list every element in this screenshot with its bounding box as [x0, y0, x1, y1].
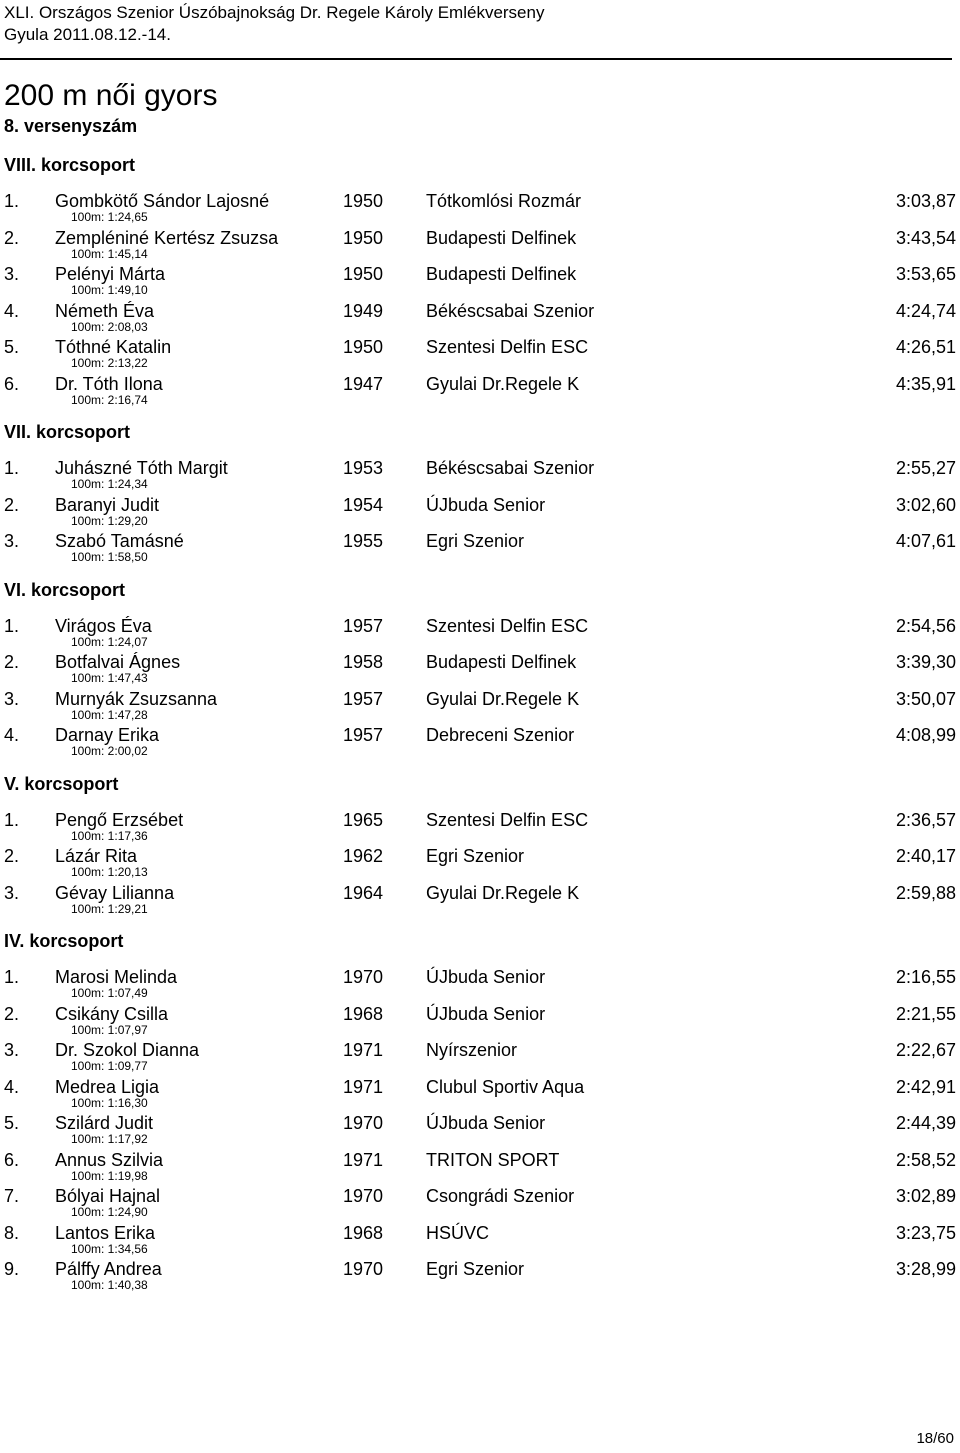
age-group-title: IV. korcsoport — [4, 931, 124, 951]
result-year: 1957 — [343, 615, 384, 636]
result-time: 2:42,91 — [895, 1076, 956, 1097]
result-time: 3:23,75 — [895, 1222, 956, 1243]
result-time: 3:43,54 — [895, 227, 956, 248]
result-time: 2:36,57 — [895, 809, 956, 830]
result-row — [0, 1149, 960, 1186]
age-group-title: VIII. korcsoport — [4, 155, 136, 175]
competition-title: XLI. Országos Szenior Úszóbajnokság Dr. Regele Károly Emlékverseny — [4, 3, 545, 22]
result-name: Pálffy Andrea — [55, 1259, 162, 1279]
result-split: 100m: 1:29,20 — [71, 513, 148, 528]
age-group — [0, 930, 960, 1295]
age-group — [0, 773, 960, 919]
result-club: HSÚVC — [426, 1222, 490, 1243]
result-club: TRITON SPORT — [426, 1149, 560, 1170]
result-club: ÚJbuda Senior — [426, 967, 546, 987]
result-name: Lantos Erika — [55, 1222, 156, 1243]
result-time: 4:07,61 — [895, 531, 956, 551]
result-time: 2:44,39 — [895, 1113, 956, 1133]
result-rank: 6. — [4, 1149, 20, 1170]
event-title: 200 m női gyors — [4, 79, 218, 112]
result-name: Baranyi Judit — [55, 494, 160, 515]
result-split: 100m: 1:24,90 — [71, 1205, 148, 1219]
result-rank: 2. — [4, 846, 20, 866]
result-name: Pelényi Márta — [55, 264, 166, 284]
result-name: Darnay Erika — [55, 725, 160, 745]
result-rank: 3. — [4, 688, 20, 709]
result-year: 1947 — [343, 373, 384, 394]
result-row — [0, 227, 960, 264]
result-time: 3:28,99 — [895, 1259, 956, 1279]
result-name: Németh Éva — [55, 300, 155, 321]
result-time: 2:58,52 — [895, 1149, 956, 1170]
result-time: 3:02,60 — [895, 494, 956, 515]
result-time: 2:40,17 — [895, 846, 956, 866]
result-time: 2:59,88 — [895, 882, 956, 903]
result-year: 1953 — [343, 458, 384, 478]
result-year: 1950 — [343, 337, 384, 357]
result-name: Annus Szilvia — [55, 1149, 164, 1170]
result-split: 100m: 1:24,07 — [71, 634, 148, 649]
result-year: 1954 — [343, 494, 384, 515]
result-year: 1970 — [343, 1186, 384, 1206]
result-club: Békéscsabai Szenior — [426, 458, 595, 478]
result-split: 100m: 1:45,14 — [71, 246, 148, 261]
result-split: 100m: 2:00,02 — [71, 744, 148, 758]
result-club: Szentesi Delfin ESC — [426, 809, 589, 830]
result-name: Botfalvai Ágnes — [55, 652, 181, 672]
result-year: 1971 — [343, 1040, 384, 1060]
result-time: 4:26,51 — [895, 337, 956, 357]
results-list — [0, 150, 960, 1307]
result-time: 2:54,56 — [895, 615, 956, 636]
result-club: Gyulai Dr.Regele K — [426, 688, 580, 709]
result-time: 3:03,87 — [895, 191, 956, 211]
result-time: 2:55,27 — [895, 458, 956, 478]
result-row — [0, 1112, 960, 1149]
result-name: Bólyai Hajnal — [55, 1186, 161, 1206]
result-year: 1950 — [343, 227, 384, 248]
result-time: 2:21,55 — [895, 1003, 956, 1024]
result-rank: 1. — [4, 809, 20, 830]
result-year: 1964 — [343, 882, 384, 903]
result-club: ÚJbuda Senior — [426, 1003, 546, 1024]
result-rank: 3. — [4, 264, 20, 284]
result-row — [0, 263, 960, 300]
result-name: Tóthné Katalin — [55, 337, 172, 357]
result-year: 1957 — [343, 725, 384, 745]
result-row — [0, 845, 960, 882]
result-name: Medrea Ligia — [55, 1076, 160, 1097]
result-year: 1950 — [343, 264, 384, 284]
result-club: Clubul Sportiv Aqua — [426, 1076, 585, 1097]
result-row — [0, 724, 960, 761]
result-split: 100m: 1:07,97 — [71, 1022, 148, 1037]
result-time: 3:50,07 — [895, 688, 956, 709]
result-club: Békéscsabai Szenior — [426, 300, 595, 321]
result-name: Pengő Erzsébet — [55, 809, 184, 830]
result-split: 100m: 2:16,74 — [71, 392, 148, 407]
result-year: 1970 — [343, 1113, 384, 1133]
result-split: 100m: 1:17,92 — [71, 1132, 148, 1146]
result-rank: 2. — [4, 494, 20, 515]
result-split: 100m: 1:17,36 — [71, 828, 148, 843]
result-club: Csongrádi Szenior — [426, 1186, 575, 1206]
age-group — [0, 421, 960, 567]
result-rank: 6. — [4, 373, 20, 394]
result-year: 1971 — [343, 1076, 384, 1097]
age-group-title: VI. korcsoport — [4, 579, 126, 600]
result-name: Dr. Tóth Ilona — [55, 373, 163, 394]
result-time: 2:16,55 — [895, 967, 956, 987]
result-row — [0, 494, 960, 531]
result-rank: 4. — [4, 1076, 20, 1097]
result-name: Juhászné Tóth Margit — [55, 458, 228, 478]
result-row — [0, 688, 960, 725]
result-row — [0, 1039, 960, 1076]
result-row — [0, 300, 960, 337]
result-rank: 2. — [4, 227, 20, 248]
age-group — [0, 579, 960, 761]
result-split: 100m: 1:16,30 — [71, 1095, 148, 1110]
result-row — [0, 1076, 960, 1113]
result-row — [0, 809, 960, 846]
result-rank: 2. — [4, 1003, 20, 1024]
result-row — [0, 882, 960, 919]
result-club: Gyulai Dr.Regele K — [426, 882, 580, 903]
result-name: Murnyák Zsuzsanna — [55, 688, 218, 709]
result-rank: 1. — [4, 458, 20, 478]
result-row — [0, 651, 960, 688]
result-split: 100m: 1:47,28 — [71, 707, 148, 722]
result-name: Szilárd Judit — [55, 1113, 154, 1133]
result-club: Egri Szenior — [426, 531, 525, 551]
result-split: 100m: 1:19,98 — [71, 1168, 148, 1183]
result-name: Zempléniné Kertész Zsuzsa — [55, 227, 279, 248]
result-split: 100m: 1:40,38 — [71, 1278, 148, 1292]
result-rank: 3. — [4, 531, 20, 551]
result-rank: 3. — [4, 882, 20, 903]
result-year: 1965 — [343, 809, 384, 830]
result-rank: 3. — [4, 1040, 20, 1060]
age-group-title: VII. korcsoport — [4, 422, 131, 442]
result-split: 100m: 1:24,34 — [71, 477, 148, 491]
result-year: 1957 — [343, 688, 384, 709]
result-row — [0, 373, 960, 410]
result-split: 100m: 1:49,10 — [71, 283, 148, 297]
result-row — [0, 1222, 960, 1259]
result-name: Marosi Melinda — [55, 967, 178, 987]
result-name: Lázár Rita — [55, 846, 138, 866]
result-club: Budapesti Delfinek — [426, 227, 577, 248]
age-group-title: V. korcsoport — [4, 773, 119, 794]
result-name: Szabó Tamásné — [55, 531, 184, 551]
result-year: 1955 — [343, 531, 384, 551]
age-group — [0, 154, 960, 409]
result-club: Egri Szenior — [426, 1259, 525, 1279]
result-time: 3:39,30 — [895, 652, 956, 672]
result-split: 100m: 1:34,56 — [71, 1241, 148, 1256]
result-row — [0, 1003, 960, 1040]
result-club: Tótkomlósi Rozmár — [426, 191, 582, 211]
document-header — [4, 0, 544, 46]
event-number: 8. versenyszám — [4, 116, 138, 136]
result-row — [0, 1185, 960, 1222]
result-split: 100m: 1:29,21 — [71, 901, 148, 916]
result-rank: 4. — [4, 300, 20, 321]
result-rank: 1. — [4, 615, 20, 636]
result-time: 4:08,99 — [895, 725, 956, 745]
result-rank: 4. — [4, 725, 20, 745]
result-time: 3:02,89 — [895, 1186, 956, 1206]
result-rank: 2. — [4, 652, 20, 672]
result-name: Virágos Éva — [55, 615, 152, 636]
result-split: 100m: 1:58,50 — [71, 550, 148, 564]
result-club: Gyulai Dr.Regele K — [426, 373, 580, 394]
result-time: 2:22,67 — [895, 1040, 956, 1060]
result-year: 1971 — [343, 1149, 384, 1170]
result-rank: 9. — [4, 1259, 20, 1279]
result-row — [0, 966, 960, 1003]
result-rank: 1. — [4, 967, 20, 987]
location-date: Gyula 2011.08.12.-14. — [4, 25, 171, 44]
result-club: Szentesi Delfin ESC — [426, 337, 589, 357]
result-row — [0, 457, 960, 494]
result-club: Szentesi Delfin ESC — [426, 615, 589, 636]
header-divider — [0, 58, 952, 60]
result-time: 4:35,91 — [895, 373, 956, 394]
result-year: 1950 — [343, 191, 384, 211]
result-year: 1968 — [343, 1222, 384, 1243]
result-row — [0, 336, 960, 373]
result-year: 1958 — [343, 652, 384, 672]
page-number: 18/60 — [916, 1430, 954, 1447]
result-year: 1968 — [343, 1003, 384, 1024]
result-split: 100m: 1:07,49 — [71, 986, 148, 1000]
result-year: 1962 — [343, 846, 384, 866]
result-club: Nyírszenior — [426, 1040, 518, 1060]
result-name: Dr. Szokol Dianna — [55, 1040, 200, 1060]
result-row — [0, 615, 960, 652]
result-row — [0, 1258, 960, 1295]
result-name: Gévay Lilianna — [55, 882, 175, 903]
result-split: 100m: 1:20,13 — [71, 865, 148, 879]
result-time: 4:24,74 — [895, 300, 956, 321]
result-club: ÚJbuda Senior — [426, 494, 546, 515]
result-split: 100m: 2:13,22 — [71, 356, 148, 370]
result-club: ÚJbuda Senior — [426, 1113, 546, 1133]
result-year: 1970 — [343, 1259, 384, 1279]
result-row — [0, 190, 960, 227]
result-rank: 8. — [4, 1222, 20, 1243]
result-club: Budapesti Delfinek — [426, 652, 577, 672]
result-year: 1949 — [343, 300, 384, 321]
result-name: Gombkötő Sándor Lajosné — [55, 191, 270, 211]
result-rank: 7. — [4, 1186, 20, 1206]
result-club: Budapesti Delfinek — [426, 264, 577, 284]
result-split: 100m: 2:08,03 — [71, 319, 148, 334]
result-split: 100m: 1:47,43 — [71, 671, 148, 685]
result-club: Egri Szenior — [426, 846, 525, 866]
result-year: 1970 — [343, 967, 384, 987]
result-club: Debreceni Szenior — [426, 725, 575, 745]
result-rank: 5. — [4, 1113, 20, 1133]
result-rank: 1. — [4, 191, 20, 211]
result-split: 100m: 1:24,65 — [71, 210, 148, 224]
result-name: Csikány Csilla — [55, 1003, 169, 1024]
result-time: 3:53,65 — [895, 264, 956, 284]
result-rank: 5. — [4, 337, 20, 357]
result-row — [0, 530, 960, 567]
result-split: 100m: 1:09,77 — [71, 1059, 148, 1073]
